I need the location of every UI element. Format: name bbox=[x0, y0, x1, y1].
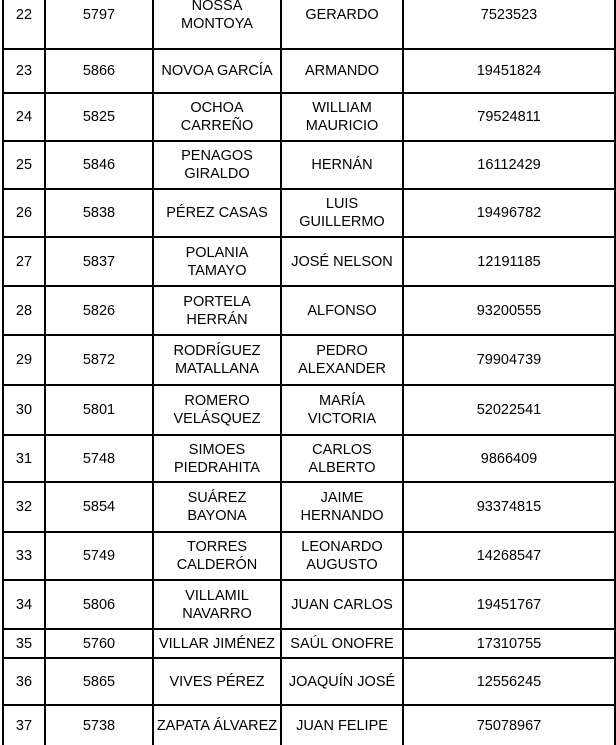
row-code: 5797 bbox=[45, 0, 153, 49]
row-code: 5854 bbox=[45, 482, 153, 532]
row-given-names: ALFONSO bbox=[281, 286, 403, 335]
table-row bbox=[3, 237, 615, 286]
row-surnames: POLANIA TAMAYO bbox=[153, 237, 281, 286]
row-id-number: 19451824 bbox=[403, 49, 615, 93]
row-surnames: SIMOES PIEDRAHITA bbox=[153, 435, 281, 482]
row-number: 37 bbox=[3, 705, 45, 745]
row-given-names: PEDRO ALEXANDER bbox=[281, 335, 403, 385]
row-number: 33 bbox=[3, 532, 45, 580]
row-surnames: NOSSA MONTOYA bbox=[153, 0, 281, 49]
row-id-number: 7523523 bbox=[403, 0, 615, 49]
row-surnames: PORTELA HERRÁN bbox=[153, 286, 281, 335]
row-given-names: JAIME HERNANDO bbox=[281, 482, 403, 532]
table-row bbox=[3, 482, 615, 532]
row-number: 26 bbox=[3, 189, 45, 237]
table-row bbox=[3, 658, 615, 705]
row-given-names: GERARDO bbox=[281, 0, 403, 49]
row-code: 5837 bbox=[45, 237, 153, 286]
candidates-table bbox=[2, 0, 616, 745]
row-code: 5825 bbox=[45, 93, 153, 141]
row-code: 5866 bbox=[45, 49, 153, 93]
row-given-names: WILLIAM MAURICIO bbox=[281, 93, 403, 141]
row-code: 5865 bbox=[45, 658, 153, 705]
row-id-number: 79904739 bbox=[403, 335, 615, 385]
row-surnames: VILLAR JIMÉNEZ bbox=[153, 629, 281, 658]
table-row bbox=[3, 629, 615, 658]
table-row bbox=[3, 385, 615, 435]
row-number: 31 bbox=[3, 435, 45, 482]
row-id-number: 75078967 bbox=[403, 705, 615, 745]
row-code: 5760 bbox=[45, 629, 153, 658]
table-row bbox=[3, 705, 615, 745]
row-surnames: NOVOA GARCÍA bbox=[153, 49, 281, 93]
row-number: 25 bbox=[3, 141, 45, 189]
row-number: 22 bbox=[3, 0, 45, 49]
row-given-names: LEONARDO AUGUSTO bbox=[281, 532, 403, 580]
row-surnames: SUÁREZ BAYONA bbox=[153, 482, 281, 532]
row-code: 5748 bbox=[45, 435, 153, 482]
row-surnames: TORRES CALDERÓN bbox=[153, 532, 281, 580]
row-number: 35 bbox=[3, 629, 45, 658]
row-given-names: LUIS GUILLERMO bbox=[281, 189, 403, 237]
row-code: 5838 bbox=[45, 189, 153, 237]
table-row bbox=[3, 93, 615, 141]
row-number: 28 bbox=[3, 286, 45, 335]
row-given-names: JUAN CARLOS bbox=[281, 580, 403, 629]
table-row bbox=[3, 286, 615, 335]
row-given-names: SAÚL ONOFRE bbox=[281, 629, 403, 658]
row-id-number: 14268547 bbox=[403, 532, 615, 580]
row-id-number: 93374815 bbox=[403, 482, 615, 532]
row-id-number: 12556245 bbox=[403, 658, 615, 705]
table-row bbox=[3, 189, 615, 237]
row-number: 30 bbox=[3, 385, 45, 435]
row-number: 29 bbox=[3, 335, 45, 385]
row-number: 27 bbox=[3, 237, 45, 286]
row-id-number: 9866409 bbox=[403, 435, 615, 482]
row-given-names: MARÍA VICTORIA bbox=[281, 385, 403, 435]
row-given-names: JOSÉ NELSON bbox=[281, 237, 403, 286]
table-row bbox=[3, 0, 615, 49]
row-number: 34 bbox=[3, 580, 45, 629]
row-code: 5806 bbox=[45, 580, 153, 629]
row-number: 36 bbox=[3, 658, 45, 705]
row-code: 5801 bbox=[45, 385, 153, 435]
table-row bbox=[3, 49, 615, 93]
row-code: 5749 bbox=[45, 532, 153, 580]
row-id-number: 19451767 bbox=[403, 580, 615, 629]
row-given-names: ARMANDO bbox=[281, 49, 403, 93]
row-surnames: VILLAMIL NAVARRO bbox=[153, 580, 281, 629]
row-given-names: HERNÁN bbox=[281, 141, 403, 189]
row-code: 5872 bbox=[45, 335, 153, 385]
row-given-names: JUAN FELIPE bbox=[281, 705, 403, 745]
table-row bbox=[3, 580, 615, 629]
row-number: 24 bbox=[3, 93, 45, 141]
row-number: 32 bbox=[3, 482, 45, 532]
table-row bbox=[3, 532, 615, 580]
row-id-number: 52022541 bbox=[403, 385, 615, 435]
row-surnames: PENAGOS GIRALDO bbox=[153, 141, 281, 189]
row-id-number: 79524811 bbox=[403, 93, 615, 141]
row-given-names: CARLOS ALBERTO bbox=[281, 435, 403, 482]
row-surnames: OCHOA CARREÑO bbox=[153, 93, 281, 141]
row-surnames: ZAPATA ÁLVAREZ bbox=[153, 705, 281, 745]
row-surnames: PÉREZ CASAS bbox=[153, 189, 281, 237]
row-code: 5738 bbox=[45, 705, 153, 745]
row-given-names: JOAQUÍN JOSÉ bbox=[281, 658, 403, 705]
table-row bbox=[3, 435, 615, 482]
row-id-number: 17310755 bbox=[403, 629, 615, 658]
row-code: 5826 bbox=[45, 286, 153, 335]
row-surnames: VIVES PÉREZ bbox=[153, 658, 281, 705]
row-code: 5846 bbox=[45, 141, 153, 189]
row-id-number: 16112429 bbox=[403, 141, 615, 189]
table-row bbox=[3, 141, 615, 189]
row-surnames: RODRÍGUEZ MATALLANA bbox=[153, 335, 281, 385]
row-surnames: ROMERO VELÁSQUEZ bbox=[153, 385, 281, 435]
row-id-number: 93200555 bbox=[403, 286, 615, 335]
row-id-number: 12191185 bbox=[403, 237, 615, 286]
row-number: 23 bbox=[3, 49, 45, 93]
row-id-number: 19496782 bbox=[403, 189, 615, 237]
table-row bbox=[3, 335, 615, 385]
